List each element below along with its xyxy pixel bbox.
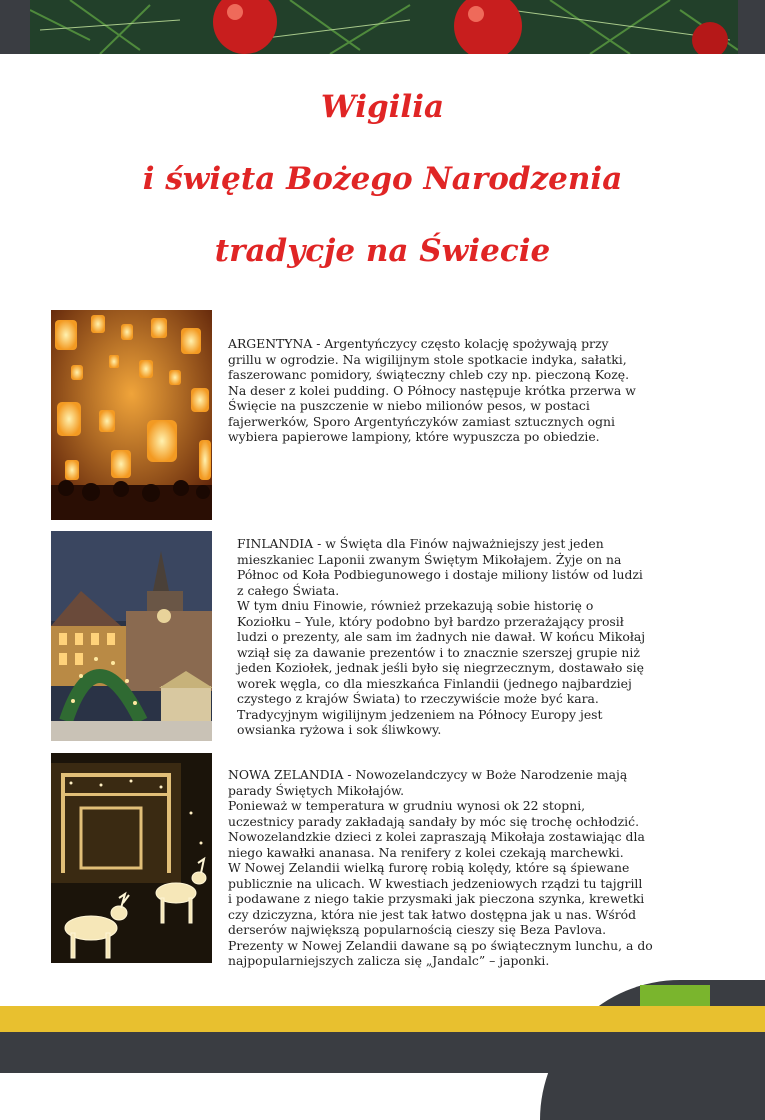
sky-lanterns-photo — [51, 310, 212, 520]
new-zealand-text: NOWA ZELANDIA - Nowozelandczycy w Boże Narodzenie mają parady Świętych Mikołajów. Ponieważ w temperatura w grudniu wynosi ok 22 stopni, uczestnicy parady zakładają sandały by móc się trochę ochłodzić. Nowozelandzkie dzieci z kolei zapraszają Mikołaja zostawiając dla niego kawałki ananasa. Na renifery z kolei czekają marchewki. W Nowej Zelandii wielką furorę robią kolędy, które są śpiewane publicznie na ulicach. W kwestiach jedzeniowych rządzi tu tajgrill i podawane z niego takie przysmaki jak pieczona szynka, krewetki czy dziczyzna, która nie jest tak łatwo dostępna jak u nas. Wśród derserów największą popularnością cieszy się Beza Pavlova. Prezenty w Nowej Zelandii dawane są po świątecznym lunchu, a do najpopularniejszych zalicza się „Jandalc” – japonki. — [228, 767, 653, 968]
finland-text: FINLANDIA - w Święta dla Finów najważniejszy jest jeden mieszkaniec Laponii zwanym Świętym Mikołajem. Żyje on na Północ od Koła Podbiegunowego i dostaje miliony listów od ludzi z całego Świata. W tym dniu Finowie, również przekazują sobie historię o Koziołku – Yule, który podobno był bardzo przerażający prosił ludzi o prezenty, ale sam im żadnych nie dawał. W końcu Mikołaj wziął się za dawanie prezentów i to znacznie szerszej grupie niż jeden Koziołek, jednak jeśli było się niegrzecznym, dostawało się worek węgla, co dla mieszkańca Finlandii (jednego najbardziej czystego z krajów Świata) to rzeczywiście może być kara. Tradycyjnym wigilijnym jedzeniem na Północy Europy jest owsianka ryżowa i sok śliwkowy. — [237, 536, 646, 737]
christmas-garland-banner — [30, 0, 738, 54]
argentina-text: ARGENTYNA - Argentyńczycy często kolację spożywają przy grillu w ogrodzie. Na wigilijnym stole spotkacie indyka, sałatki, faszerowanc pomidory, świąteczny chleb czy np. pieczoną Kozę. Na deser z kolei pudding. O Północy następuje krótka przerwa w Święcie na puszczenie w niebo milionów pesos, w postaci fajerwerków, Sporo Argentyńczyków zamiast sztucznych ogni wybiera papierowe lampiony, które wypuszcza po obiedzie. — [228, 336, 636, 444]
page-title-line-3: tradycje na Świecie — [214, 233, 551, 269]
bottom-dark-band — [0, 1032, 765, 1073]
page-title-line-2: i święta Bożego Narodzenia — [142, 161, 623, 197]
bottom-yellow-band — [0, 1006, 765, 1032]
page-title-line-1: Wigilia — [320, 89, 445, 125]
illuminated-reindeer-photo — [51, 753, 212, 963]
christmas-market-photo — [51, 531, 212, 741]
